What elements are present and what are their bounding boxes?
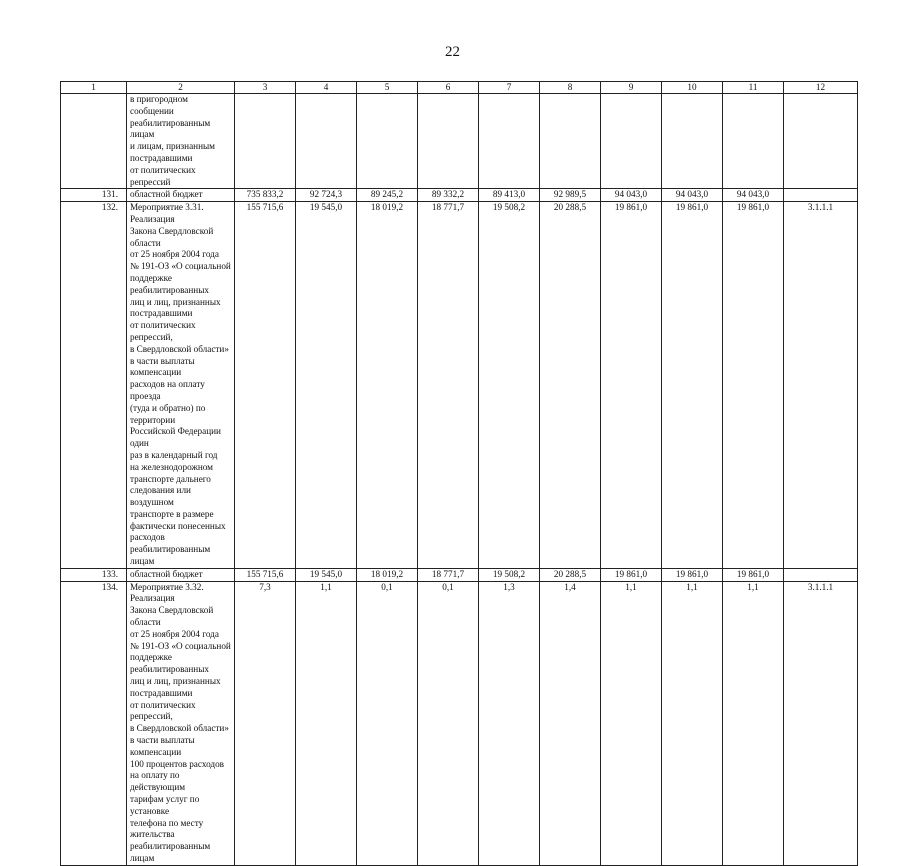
row-code: 3.1.1.1 (784, 581, 858, 865)
table-row (61, 581, 858, 865)
cell-value: 92 724,3 (296, 189, 357, 202)
cell-value (662, 94, 723, 189)
cell-value: 18 019,2 (357, 568, 418, 581)
row-code (784, 189, 858, 202)
row-number: 133. (61, 568, 127, 581)
column-header: 2 (127, 82, 235, 94)
cell-value: 19 861,0 (601, 202, 662, 569)
cell-value (479, 94, 540, 189)
header-row (61, 82, 858, 94)
column-header: 8 (540, 82, 601, 94)
row-number (61, 94, 127, 189)
cell-value (723, 94, 784, 189)
column-header: 1 (61, 82, 127, 94)
cell-value (235, 94, 296, 189)
table-row (61, 189, 858, 202)
cell-value: 19 861,0 (601, 568, 662, 581)
row-name: областной бюджет (127, 568, 235, 581)
cell-value: 89 245,2 (357, 189, 418, 202)
column-header: 4 (296, 82, 357, 94)
column-header: 3 (235, 82, 296, 94)
column-header: 9 (601, 82, 662, 94)
row-number: 131. (61, 189, 127, 202)
cell-value: 19 861,0 (723, 202, 784, 569)
column-header: 12 (784, 82, 858, 94)
table-row (61, 568, 858, 581)
cell-value: 19 508,2 (479, 202, 540, 569)
cell-value (540, 94, 601, 189)
cell-value: 1,1 (723, 581, 784, 865)
cell-value: 155 715,6 (235, 568, 296, 581)
row-name: Мероприятие 3.31. Реализация Закона Свердловской области от 25 ноября 2004 года № 191-ОЗ «О социальной поддержке реабилитированных лиц и лиц, признанных пострадавшими от политических репрессий, в Свердловской области» в части выплаты компенсации расходов на оплату проезда (туда и обратно) по территории Российской Федерации один раз в календарный год на железнодорожном транспорте дальнего следования или воздушном транспорте в размере фактически понесенных расходов реабилитированным лицам (127, 202, 235, 569)
cell-value: 155 715,6 (235, 202, 296, 569)
cell-value: 18 771,7 (418, 568, 479, 581)
cell-value: 1,4 (540, 581, 601, 865)
cell-value: 94 043,0 (723, 189, 784, 202)
cell-value: 19 508,2 (479, 568, 540, 581)
cell-value: 19 545,0 (296, 202, 357, 569)
column-header: 6 (418, 82, 479, 94)
column-header: 5 (357, 82, 418, 94)
cell-value: 94 043,0 (662, 189, 723, 202)
row-code (784, 568, 858, 581)
cell-value: 94 043,0 (601, 189, 662, 202)
cell-value: 0,1 (357, 581, 418, 865)
column-header: 11 (723, 82, 784, 94)
row-code: 3.1.1.1 (784, 202, 858, 569)
row-number: 132. (61, 202, 127, 569)
cell-value (418, 94, 479, 189)
column-header: 10 (662, 82, 723, 94)
cell-value: 89 332,2 (418, 189, 479, 202)
cell-value: 19 545,0 (296, 568, 357, 581)
cell-value: 19 861,0 (723, 568, 784, 581)
cell-value: 0,1 (418, 581, 479, 865)
cell-value (601, 94, 662, 189)
table-row (61, 202, 858, 569)
cell-value: 735 833,2 (235, 189, 296, 202)
budget-table (60, 81, 858, 866)
cell-value (357, 94, 418, 189)
cell-value: 1,1 (662, 581, 723, 865)
cell-value (296, 94, 357, 189)
row-name: Мероприятие 3.32. Реализация Закона Свердловской области от 25 ноября 2004 года № 191-ОЗ «О социальной поддержке реабилитированных лиц и лиц, признанных пострадавшими от политических репрессий, в Свердловской области» в части выплаты компенсации 100 процентов расходов на оплату по действующим тарифам услуг по установке телефона по месту жительства реабилитированным лицам (127, 581, 235, 865)
row-number: 134. (61, 581, 127, 865)
cell-value: 18 771,7 (418, 202, 479, 569)
cell-value: 92 989,5 (540, 189, 601, 202)
cell-value: 19 861,0 (662, 568, 723, 581)
cell-value: 19 861,0 (662, 202, 723, 569)
cell-value: 1,3 (479, 581, 540, 865)
row-code (784, 94, 858, 189)
table-row (61, 94, 858, 189)
cell-value: 89 413,0 (479, 189, 540, 202)
cell-value: 20 288,5 (540, 202, 601, 569)
cell-value: 7,3 (235, 581, 296, 865)
column-header: 7 (479, 82, 540, 94)
page-number: 22 (445, 44, 460, 60)
row-name: в пригородном сообщении реабилитированным лицам и лицам, признанным пострадавшими от политических репрессий (127, 94, 235, 189)
cell-value: 18 019,2 (357, 202, 418, 569)
row-name: областной бюджет (127, 189, 235, 202)
cell-value: 1,1 (601, 581, 662, 865)
cell-value: 1,1 (296, 581, 357, 865)
cell-value: 20 288,5 (540, 568, 601, 581)
